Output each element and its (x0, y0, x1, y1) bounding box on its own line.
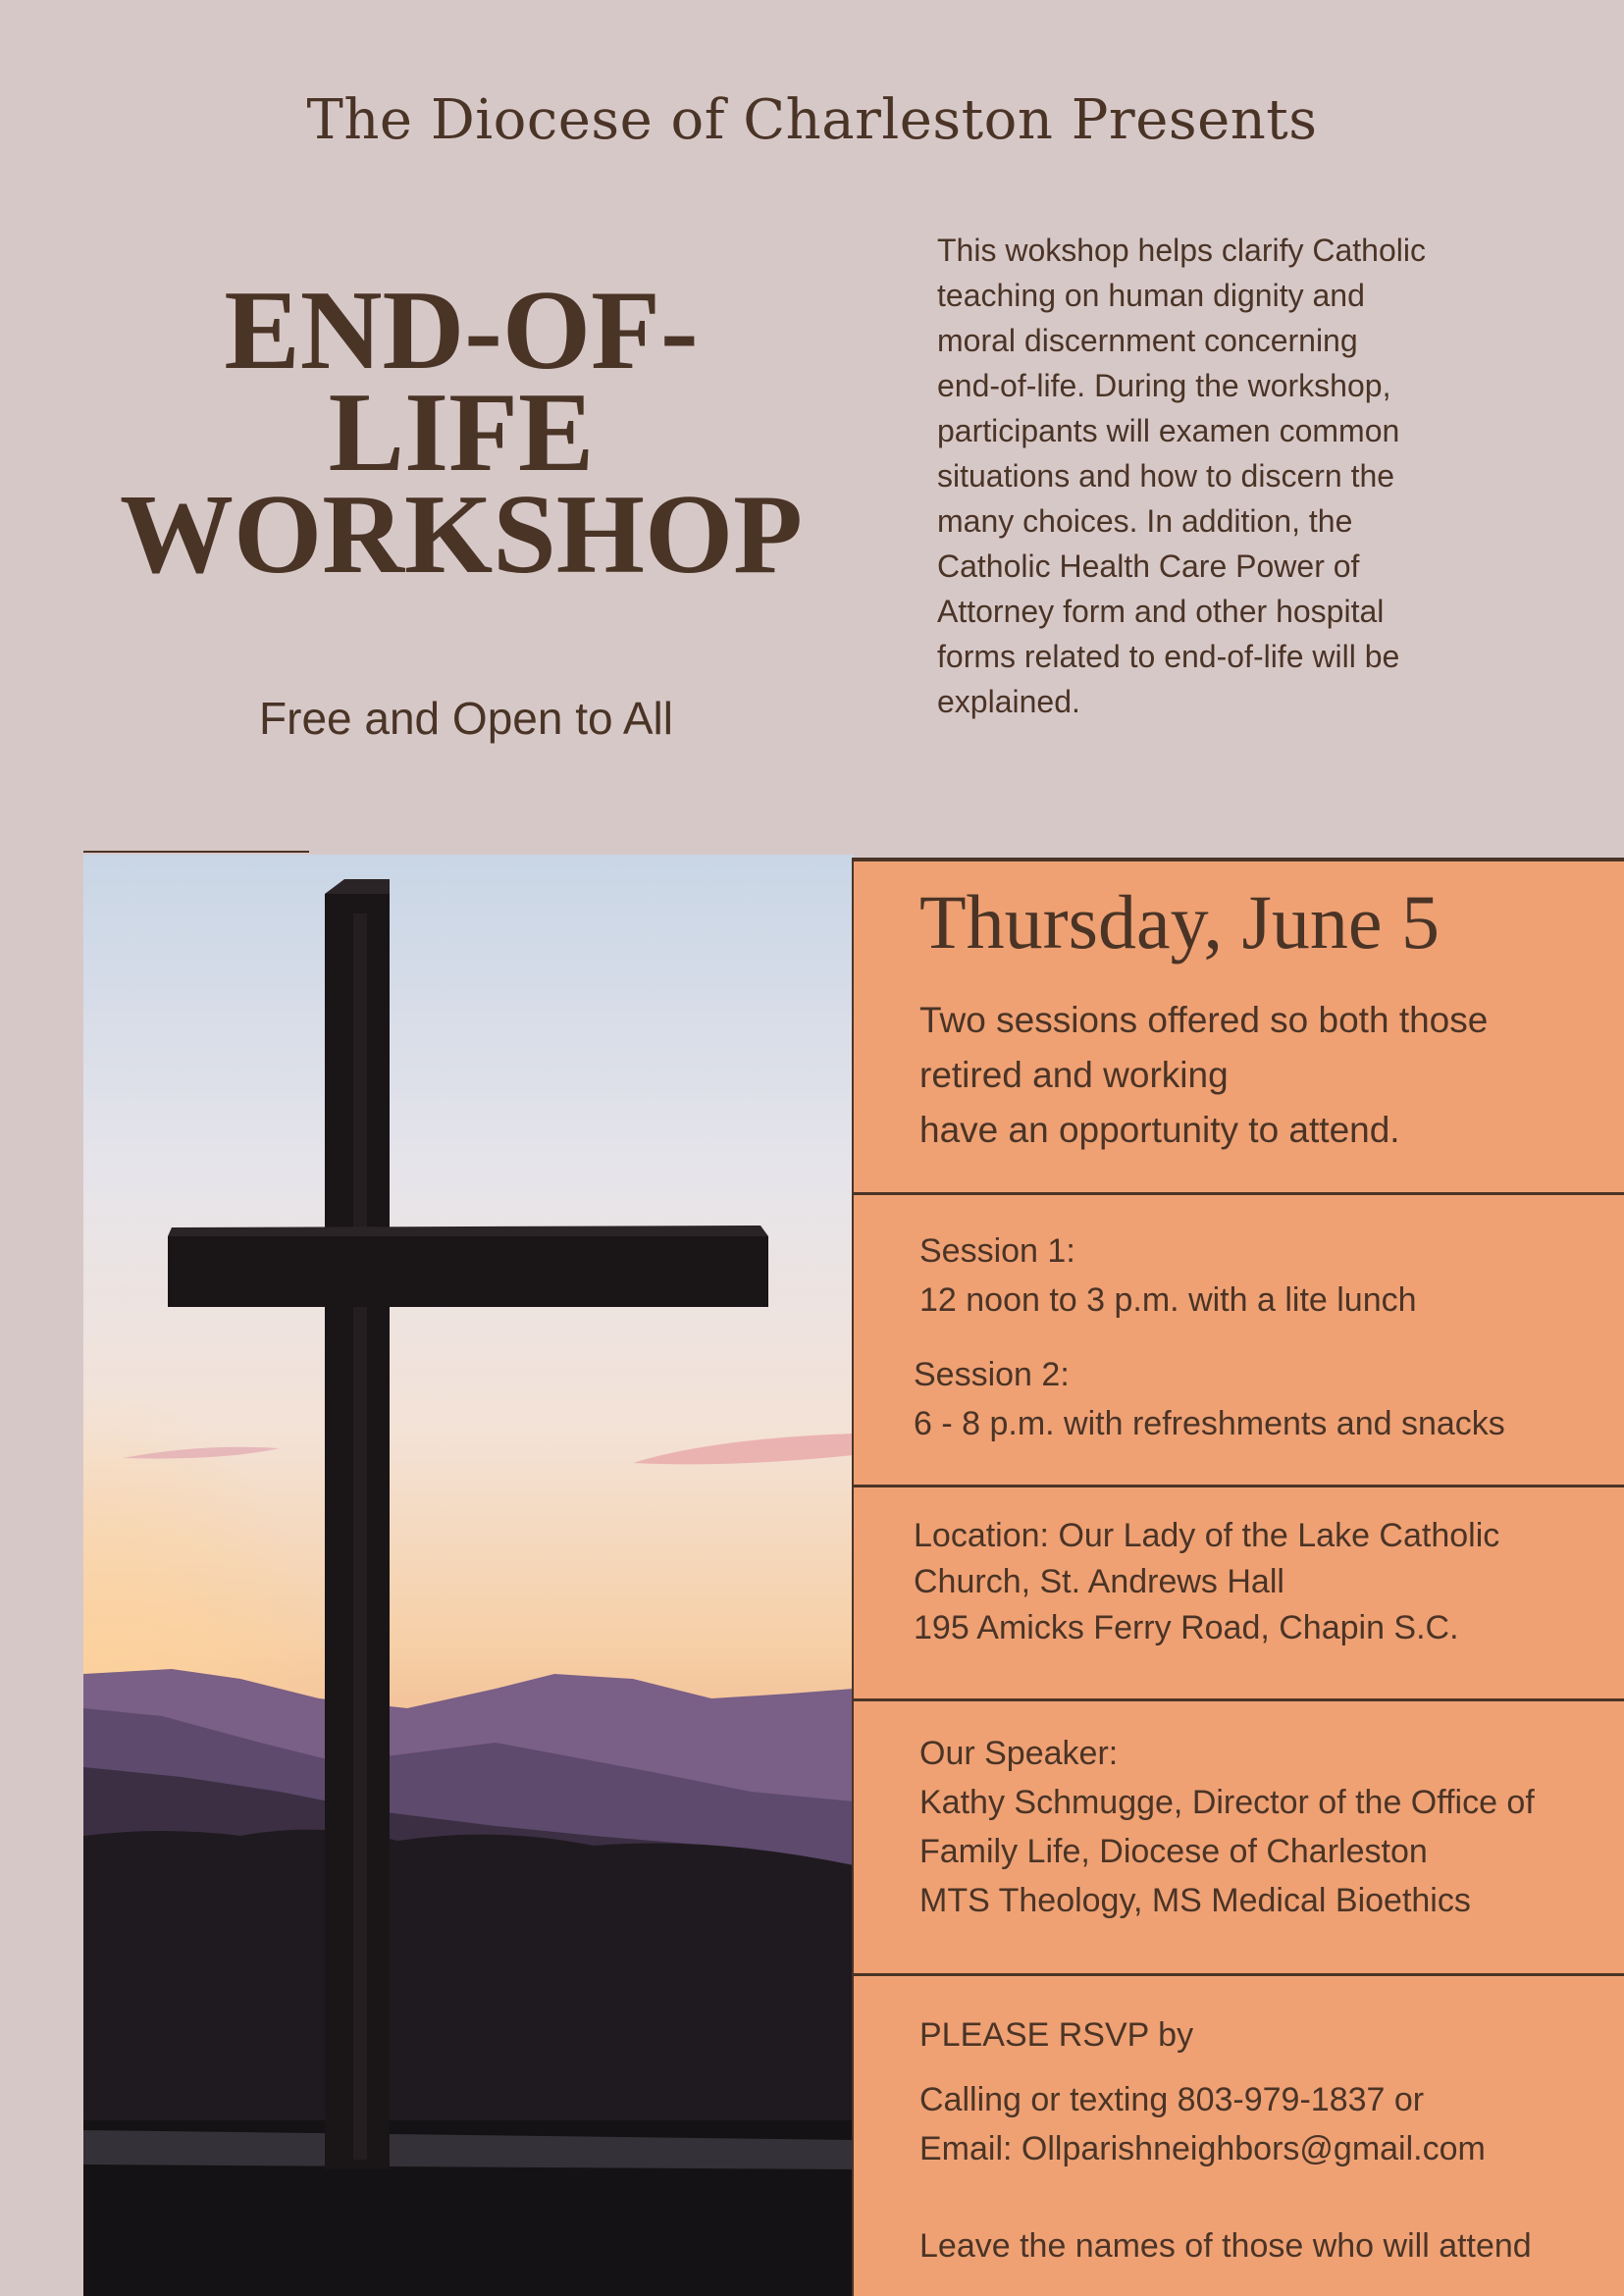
title-line-3: WORKSHOP (119, 472, 804, 598)
rsvp-contact (919, 2075, 1486, 2173)
rsvp-note: Leave the names of those who will attend (919, 2227, 1532, 2265)
rsvp-line: Email: Ollparishneighbors@gmail.com (919, 2130, 1486, 2167)
description-line: Catholic Health Care Power of (937, 548, 1360, 584)
speaker-line: MTS Theology, MS Medical Bioethics (919, 1882, 1471, 1919)
speaker-block (919, 1729, 1535, 1925)
description-line: This wokshop helps clarify Catholic (937, 233, 1426, 268)
description-line: Attorney form and other hospital (937, 594, 1385, 629)
blurb-line: Two sessions offered so both those (919, 1000, 1489, 1040)
location-line: 195 Amicks Ferry Road, Chapin S.C. (914, 1609, 1459, 1646)
panel-top-rule (854, 858, 1624, 861)
description-line: end-of-life. During the workshop, (937, 368, 1391, 403)
description-line: forms related to end-of-life will be (937, 639, 1400, 674)
event-date: Thursday, June 5 (919, 879, 1441, 965)
cross-sunset-photo (83, 855, 854, 2296)
presenter-heading: The Diocese of Charleston Presents (306, 88, 1318, 152)
rsvp-heading: PLEASE RSVP by (919, 2016, 1194, 2054)
description-line: teaching on human dignity and (937, 278, 1365, 313)
description-line: explained. (937, 684, 1080, 719)
location-block (914, 1513, 1499, 1651)
session-1-label: Session 1: (919, 1232, 1075, 1270)
sessions-blurb (919, 993, 1488, 1158)
speaker-line: Our Speaker: (919, 1735, 1119, 1772)
description-line: moral discernment concerning (937, 323, 1358, 358)
session-1-time: 12 noon to 3 p.m. with a lite lunch (919, 1281, 1417, 1319)
location-line: Church, St. Andrews Hall (914, 1563, 1284, 1600)
description-line: many choices. In addition, the (937, 503, 1353, 539)
speaker-line: Family Life, Diocese of Charleston (919, 1833, 1428, 1870)
workshop-description (937, 228, 1487, 724)
panel-left-rule (852, 858, 854, 2296)
speaker-line: Kathy Schmugge, Director of the Office of (919, 1784, 1535, 1821)
section-divider (854, 1973, 1624, 1976)
photo-top-rule (83, 851, 309, 853)
title-line-2: LIFE (328, 370, 595, 496)
blurb-line: have an opportunity to attend. (919, 1110, 1400, 1150)
description-line: situations and how to discern the (937, 458, 1395, 494)
session-2-label: Session 2: (914, 1356, 1070, 1393)
session-2-time: 6 - 8 p.m. with refreshments and snacks (914, 1405, 1505, 1442)
section-divider (854, 1485, 1624, 1487)
free-admission-text: Free and Open to All (259, 693, 673, 744)
rsvp-line: Calling or texting 803-979-1837 or (919, 2081, 1425, 2118)
location-line: Location: Our Lady of the Lake Catholic (914, 1517, 1500, 1554)
section-divider (854, 1698, 1624, 1701)
title-line-1: END-OF- (224, 268, 699, 393)
blurb-line: retired and working (919, 1055, 1229, 1095)
section-divider (854, 1192, 1624, 1195)
workshop-title (118, 268, 805, 598)
description-line: participants will examen common (937, 413, 1400, 448)
